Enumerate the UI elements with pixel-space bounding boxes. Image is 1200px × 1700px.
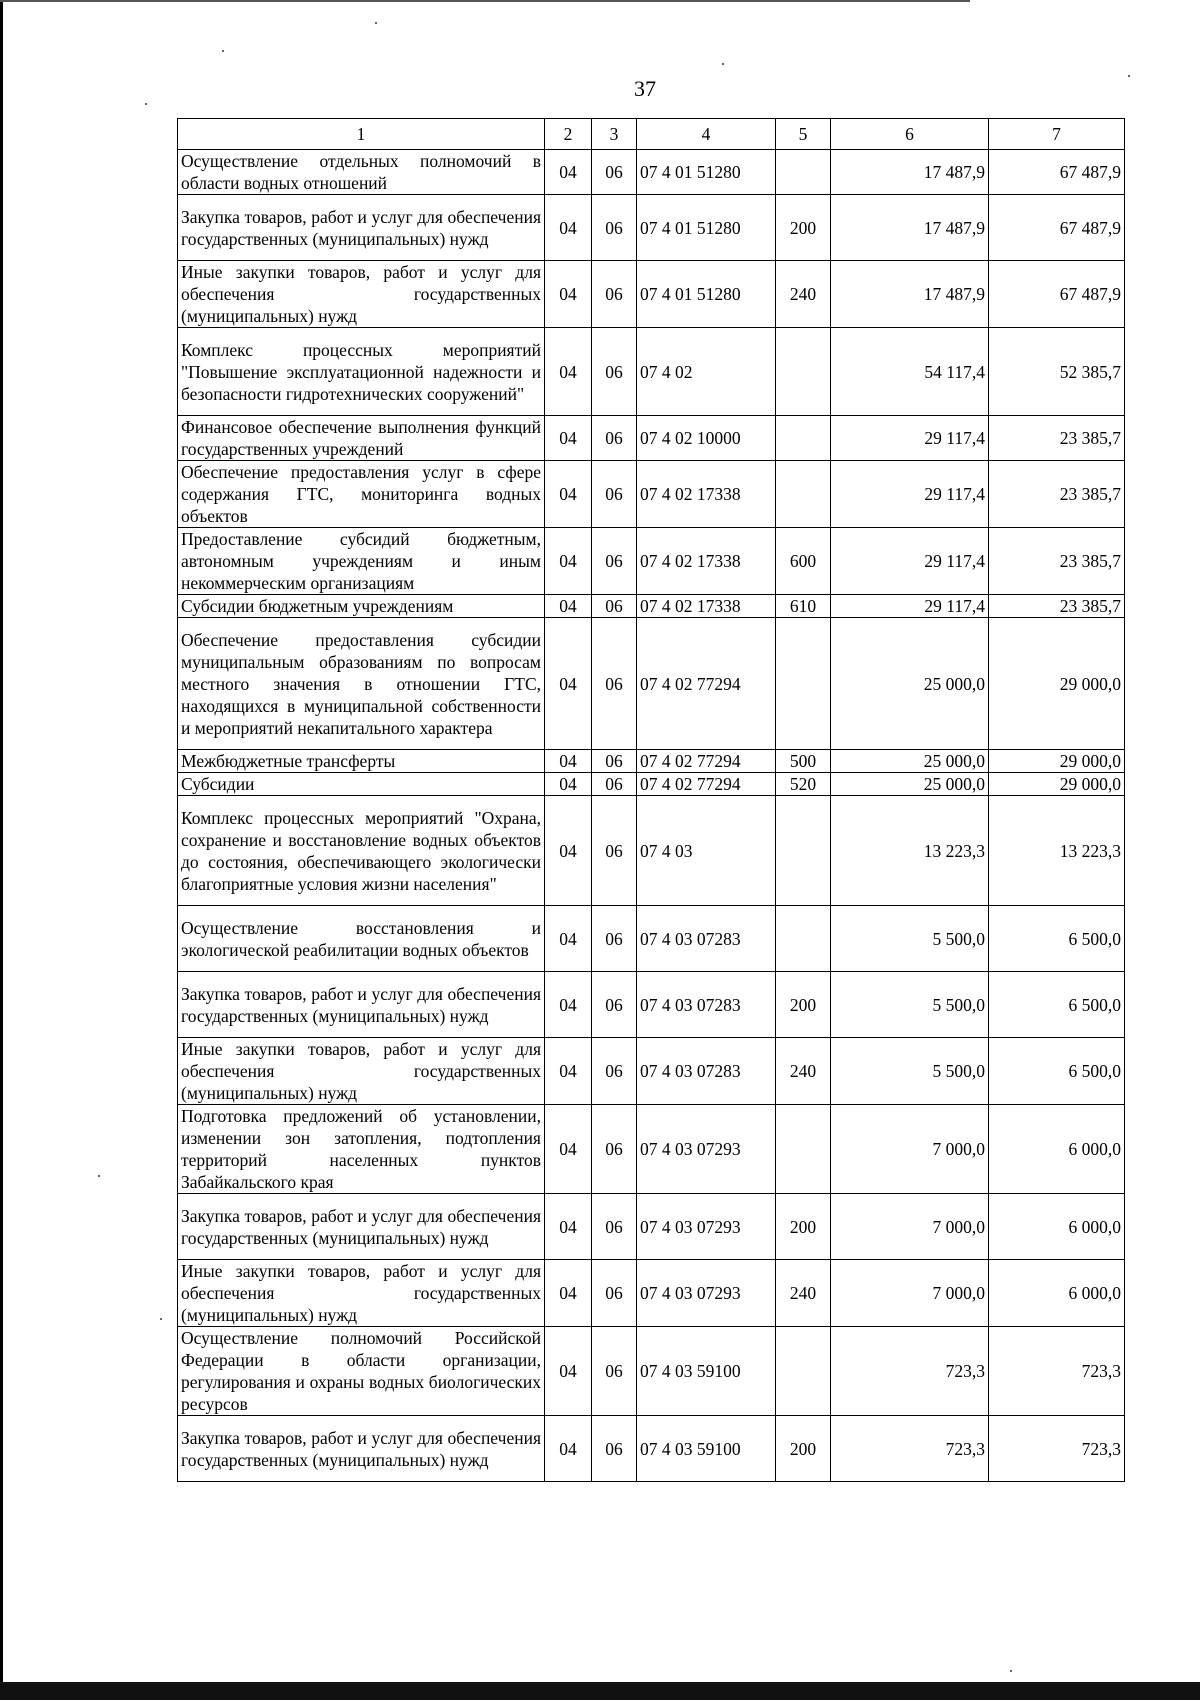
- table-row: [178, 1038, 1125, 1105]
- cell-amount-col6: 54 117,4: [831, 328, 989, 416]
- cell-amount-col7: 23 385,7: [989, 528, 1125, 595]
- table-row: [178, 773, 1125, 796]
- cell-expense-type: 240: [776, 261, 831, 328]
- cell-subsection: 06: [592, 416, 637, 461]
- cell-expense-type: 200: [776, 972, 831, 1038]
- cell-name: Предоставление субсидий бюджетным, автономным учреждениям и иным некоммерческим организациям: [178, 528, 545, 595]
- table-row: [178, 150, 1125, 195]
- cell-section: 04: [545, 618, 592, 750]
- cell-target-article: 07 4 02 17338: [637, 461, 776, 528]
- cell-amount-col6: 723,3: [831, 1416, 989, 1482]
- cell-name: Финансовое обеспечение выполнения функций государственных учреждений: [178, 416, 545, 461]
- table-row: [178, 195, 1125, 261]
- cell-subsection: 06: [592, 750, 637, 773]
- table-row: [178, 796, 1125, 906]
- scan-speck: [98, 1175, 100, 1177]
- header-cell: 4: [637, 119, 776, 150]
- cell-name: Осуществление полномочий Российской Федерации в области организации, регулирования и охраны водных биологических ресурсов: [178, 1327, 545, 1416]
- cell-subsection: 06: [592, 150, 637, 195]
- header-cell: 3: [592, 119, 637, 150]
- table-row: [178, 906, 1125, 972]
- cell-amount-col6: 29 117,4: [831, 461, 989, 528]
- cell-subsection: 06: [592, 1105, 637, 1194]
- cell-target-article: 07 4 03 07283: [637, 906, 776, 972]
- cell-name: Закупка товаров, работ и услуг для обеспечения государственных (муниципальных) нужд: [178, 1416, 545, 1482]
- cell-amount-col6: 5 500,0: [831, 1038, 989, 1105]
- budget-table: [177, 118, 1125, 1482]
- cell-amount-col6: 7 000,0: [831, 1105, 989, 1194]
- cell-name: Иные закупки товаров, работ и услуг для обеспечения государственных (муниципальных) нужд: [178, 1260, 545, 1327]
- cell-expense-type: [776, 1327, 831, 1416]
- cell-subsection: 06: [592, 261, 637, 328]
- cell-section: 04: [545, 1038, 592, 1105]
- cell-section: 04: [545, 416, 592, 461]
- cell-section: 04: [545, 1260, 592, 1327]
- cell-expense-type: [776, 906, 831, 972]
- scan-edge-bottom: [0, 1682, 1200, 1700]
- cell-target-article: 07 4 03 07293: [637, 1105, 776, 1194]
- cell-section: 04: [545, 528, 592, 595]
- cell-subsection: 06: [592, 1194, 637, 1260]
- cell-subsection: 06: [592, 773, 637, 796]
- cell-name: Обеспечение предоставления субсидии муниципальным образованиям по вопросам местного значения в отношении ГТС, находящихся в муниципальной собственности и мероприятий некапитального характера: [178, 618, 545, 750]
- cell-subsection: 06: [592, 1416, 637, 1482]
- cell-subsection: 06: [592, 461, 637, 528]
- cell-expense-type: 200: [776, 195, 831, 261]
- cell-target-article: 07 4 03 07283: [637, 972, 776, 1038]
- cell-subsection: 06: [592, 796, 637, 906]
- table-header-row: [178, 119, 1125, 150]
- cell-target-article: 07 4 01 51280: [637, 261, 776, 328]
- cell-amount-col7: 23 385,7: [989, 461, 1125, 528]
- cell-amount-col7: 67 487,9: [989, 261, 1125, 328]
- cell-expense-type: [776, 150, 831, 195]
- cell-subsection: 06: [592, 1260, 637, 1327]
- cell-section: 04: [545, 796, 592, 906]
- cell-amount-col7: 29 000,0: [989, 750, 1125, 773]
- cell-expense-type: [776, 328, 831, 416]
- table-row: [178, 750, 1125, 773]
- cell-target-article: 07 4 03 59100: [637, 1327, 776, 1416]
- cell-target-article: 07 4 03 07293: [637, 1260, 776, 1327]
- cell-target-article: 07 4 02 77294: [637, 773, 776, 796]
- cell-expense-type: 200: [776, 1194, 831, 1260]
- cell-name: Межбюджетные трансферты: [178, 750, 545, 773]
- cell-target-article: 07 4 02 77294: [637, 750, 776, 773]
- cell-subsection: 06: [592, 972, 637, 1038]
- cell-expense-type: [776, 1105, 831, 1194]
- cell-target-article: 07 4 03 07293: [637, 1194, 776, 1260]
- cell-amount-col6: 29 117,4: [831, 416, 989, 461]
- cell-subsection: 06: [592, 195, 637, 261]
- cell-target-article: 07 4 02 17338: [637, 528, 776, 595]
- cell-section: 04: [545, 1105, 592, 1194]
- cell-expense-type: 610: [776, 595, 831, 618]
- cell-target-article: 07 4 03 59100: [637, 1416, 776, 1482]
- cell-expense-type: [776, 461, 831, 528]
- cell-amount-col6: 17 487,9: [831, 150, 989, 195]
- cell-amount-col6: 25 000,0: [831, 773, 989, 796]
- cell-expense-type: [776, 416, 831, 461]
- scan-speck: [722, 63, 724, 65]
- cell-name: Обеспечение предоставления услуг в сфере содержания ГТС, мониторинга водных объектов: [178, 461, 545, 528]
- scan-edge-left: [0, 0, 3, 1700]
- cell-target-article: 07 4 01 51280: [637, 195, 776, 261]
- cell-amount-col7: 52 385,7: [989, 328, 1125, 416]
- cell-amount-col7: 23 385,7: [989, 416, 1125, 461]
- cell-amount-col7: 29 000,0: [989, 618, 1125, 750]
- cell-amount-col6: 723,3: [831, 1327, 989, 1416]
- cell-amount-col7: 723,3: [989, 1416, 1125, 1482]
- cell-target-article: 07 4 02: [637, 328, 776, 416]
- cell-amount-col7: 6 500,0: [989, 972, 1125, 1038]
- scan-edge-top: [0, 0, 970, 2]
- cell-name: Осуществление отдельных полномочий в области водных отношений: [178, 150, 545, 195]
- scan-speck: [375, 22, 377, 24]
- cell-expense-type: 520: [776, 773, 831, 796]
- scan-speck: [1128, 75, 1130, 77]
- table-row: [178, 618, 1125, 750]
- cell-subsection: 06: [592, 906, 637, 972]
- cell-subsection: 06: [592, 1327, 637, 1416]
- header-cell: 1: [178, 119, 545, 150]
- cell-section: 04: [545, 261, 592, 328]
- cell-amount-col6: 25 000,0: [831, 618, 989, 750]
- cell-section: 04: [545, 773, 592, 796]
- cell-section: 04: [545, 595, 592, 618]
- table-row: [178, 328, 1125, 416]
- cell-name: Комплекс процессных мероприятий "Охрана, сохранение и восстановление водных объектов до состояния, обеспечивающего экологически благоприятные условия жизни населения": [178, 796, 545, 906]
- cell-section: 04: [545, 750, 592, 773]
- cell-expense-type: 500: [776, 750, 831, 773]
- cell-amount-col6: 29 117,4: [831, 595, 989, 618]
- cell-amount-col7: 6 000,0: [989, 1105, 1125, 1194]
- cell-amount-col6: 17 487,9: [831, 261, 989, 328]
- cell-section: 04: [545, 1194, 592, 1260]
- cell-amount-col7: 6 500,0: [989, 906, 1125, 972]
- cell-section: 04: [545, 1327, 592, 1416]
- table-row: [178, 1260, 1125, 1327]
- cell-amount-col7: 23 385,7: [989, 595, 1125, 618]
- cell-expense-type: 600: [776, 528, 831, 595]
- cell-section: 04: [545, 972, 592, 1038]
- table-row: [178, 1327, 1125, 1416]
- scan-speck: [145, 103, 147, 105]
- cell-expense-type: 240: [776, 1038, 831, 1105]
- cell-amount-col7: 67 487,9: [989, 195, 1125, 261]
- header-cell: 2: [545, 119, 592, 150]
- cell-section: 04: [545, 1416, 592, 1482]
- cell-target-article: 07 4 03: [637, 796, 776, 906]
- table-row: [178, 1105, 1125, 1194]
- cell-amount-col7: 723,3: [989, 1327, 1125, 1416]
- cell-section: 04: [545, 150, 592, 195]
- cell-amount-col6: 17 487,9: [831, 195, 989, 261]
- cell-name: Иные закупки товаров, работ и услуг для обеспечения государственных (муниципальных) нужд: [178, 1038, 545, 1105]
- cell-amount-col6: 7 000,0: [831, 1260, 989, 1327]
- cell-name: Закупка товаров, работ и услуг для обеспечения государственных (муниципальных) нужд: [178, 195, 545, 261]
- cell-name: Иные закупки товаров, работ и услуг для обеспечения государственных (муниципальных) нужд: [178, 261, 545, 328]
- cell-amount-col6: 29 117,4: [831, 528, 989, 595]
- cell-amount-col6: 5 500,0: [831, 906, 989, 972]
- scan-speck: [160, 1318, 162, 1320]
- cell-target-article: 07 4 02 17338: [637, 595, 776, 618]
- table-row: [178, 261, 1125, 328]
- cell-subsection: 06: [592, 595, 637, 618]
- cell-target-article: 07 4 02 10000: [637, 416, 776, 461]
- cell-subsection: 06: [592, 328, 637, 416]
- cell-amount-col7: 6 500,0: [989, 1038, 1125, 1105]
- cell-target-article: 07 4 03 07283: [637, 1038, 776, 1105]
- cell-name: Закупка товаров, работ и услуг для обеспечения государственных (муниципальных) нужд: [178, 1194, 545, 1260]
- cell-expense-type: 240: [776, 1260, 831, 1327]
- cell-amount-col6: 5 500,0: [831, 972, 989, 1038]
- cell-section: 04: [545, 906, 592, 972]
- header-cell: 7: [989, 119, 1125, 150]
- cell-name: Закупка товаров, работ и услуг для обеспечения государственных (муниципальных) нужд: [178, 972, 545, 1038]
- table-row: [178, 461, 1125, 528]
- table-row: [178, 1416, 1125, 1482]
- cell-subsection: 06: [592, 618, 637, 750]
- table-row: [178, 416, 1125, 461]
- scan-speck: [222, 50, 224, 52]
- cell-target-article: 07 4 02 77294: [637, 618, 776, 750]
- cell-section: 04: [545, 328, 592, 416]
- header-cell: 6: [831, 119, 989, 150]
- cell-amount-col7: 29 000,0: [989, 773, 1125, 796]
- cell-expense-type: [776, 796, 831, 906]
- cell-subsection: 06: [592, 528, 637, 595]
- cell-name: Подготовка предложений об установлении, изменении зон затопления, подтопления территорий населенных пунктов Забайкальского края: [178, 1105, 545, 1194]
- cell-section: 04: [545, 195, 592, 261]
- table-row: [178, 595, 1125, 618]
- cell-target-article: 07 4 01 51280: [637, 150, 776, 195]
- page-number: 37: [634, 76, 656, 101]
- cell-amount-col6: 13 223,3: [831, 796, 989, 906]
- cell-amount-col7: 67 487,9: [989, 150, 1125, 195]
- cell-subsection: 06: [592, 1038, 637, 1105]
- table-row: [178, 528, 1125, 595]
- cell-amount-col6: 25 000,0: [831, 750, 989, 773]
- table-row: [178, 972, 1125, 1038]
- cell-expense-type: 200: [776, 1416, 831, 1482]
- cell-amount-col7: 6 000,0: [989, 1260, 1125, 1327]
- table-row: [178, 1194, 1125, 1260]
- cell-name: Субсидии бюджетным учреждениям: [178, 595, 545, 618]
- cell-amount-col7: 6 000,0: [989, 1194, 1125, 1260]
- scan-speck: [1010, 1670, 1012, 1672]
- cell-amount-col7: 13 223,3: [989, 796, 1125, 906]
- cell-expense-type: [776, 618, 831, 750]
- cell-name: Осуществление восстановления и экологической реабилитации водных объектов: [178, 906, 545, 972]
- cell-name: Субсидии: [178, 773, 545, 796]
- cell-name: Комплекс процессных мероприятий "Повышение эксплуатационной надежности и безопасности гидротехнических сооружений": [178, 328, 545, 416]
- cell-section: 04: [545, 461, 592, 528]
- header-cell: 5: [776, 119, 831, 150]
- cell-amount-col6: 7 000,0: [831, 1194, 989, 1260]
